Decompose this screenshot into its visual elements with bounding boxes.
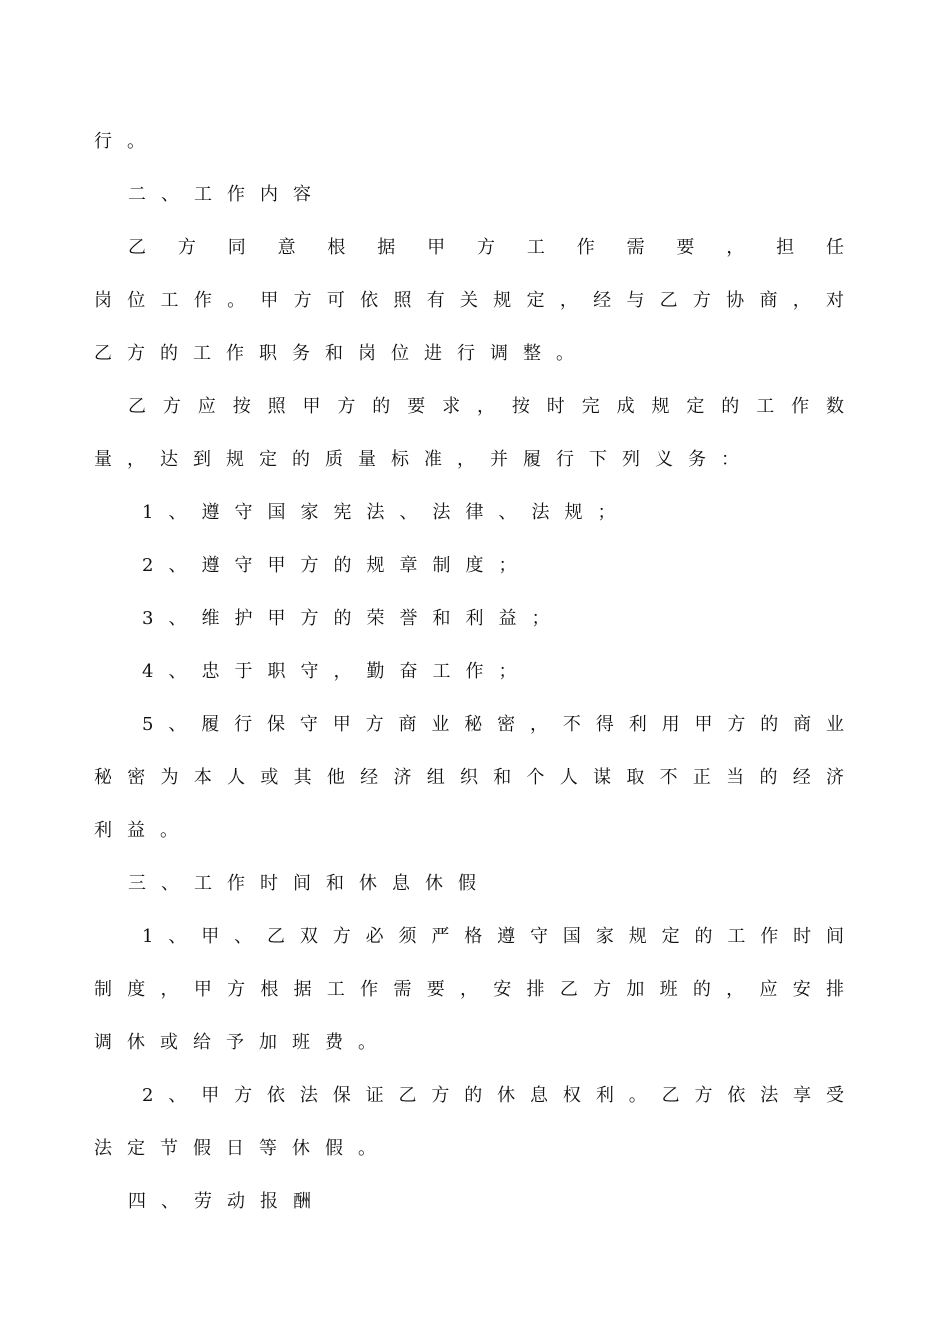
- list-item-1: 1、遵守国家宪法、法律、法规；: [142, 502, 631, 523]
- list-item-2: 2、遵守甲方的规章制度；: [142, 555, 532, 576]
- text-line-14: 利益。: [94, 820, 193, 841]
- section-heading-2: 二、工作内容: [128, 184, 326, 205]
- list-item-5: 5、履行保守甲方商业秘密，不得利用甲方的商业: [142, 714, 844, 735]
- list-item-4: 4、忠于职守，勤奋工作；: [142, 661, 532, 682]
- list-item-3: 3、维护甲方的荣誉和利益；: [142, 608, 565, 629]
- text-line-20: 法定节假日等休假。: [94, 1138, 391, 1159]
- text-line-19: 2、甲方依法保证乙方的休息权利。乙方依法享受: [142, 1085, 844, 1106]
- text-line-1: 行。: [94, 131, 160, 152]
- text-line-3: 乙方同意根据甲方工作需要，担任: [128, 237, 844, 258]
- section-heading-3: 三、工作时间和休息休假: [128, 873, 491, 894]
- section-heading-4: 四、劳动报酬: [128, 1191, 326, 1212]
- text-line-17: 制度，甲方根据工作需要，安排乙方加班的，应安排: [94, 979, 844, 1000]
- text-line-16: 1、甲、乙双方必须严格遵守国家规定的工作时间: [142, 926, 844, 947]
- text-line-5: 乙方的工作职务和岗位进行调整。: [94, 343, 589, 364]
- text-line-4: 岗位工作。甲方可依照有关规定，经与乙方协商，对: [94, 290, 844, 311]
- text-line-13: 秘密为本人或其他经济组织和个人谋取不正当的经济: [94, 767, 844, 788]
- text-line-18: 调休或给予加班费。: [94, 1032, 391, 1053]
- text-line-7: 量，达到规定的质量标准，并履行下列义务：: [94, 449, 754, 470]
- text-line-6: 乙方应按照甲方的要求，按时完成规定的工作数: [128, 396, 844, 417]
